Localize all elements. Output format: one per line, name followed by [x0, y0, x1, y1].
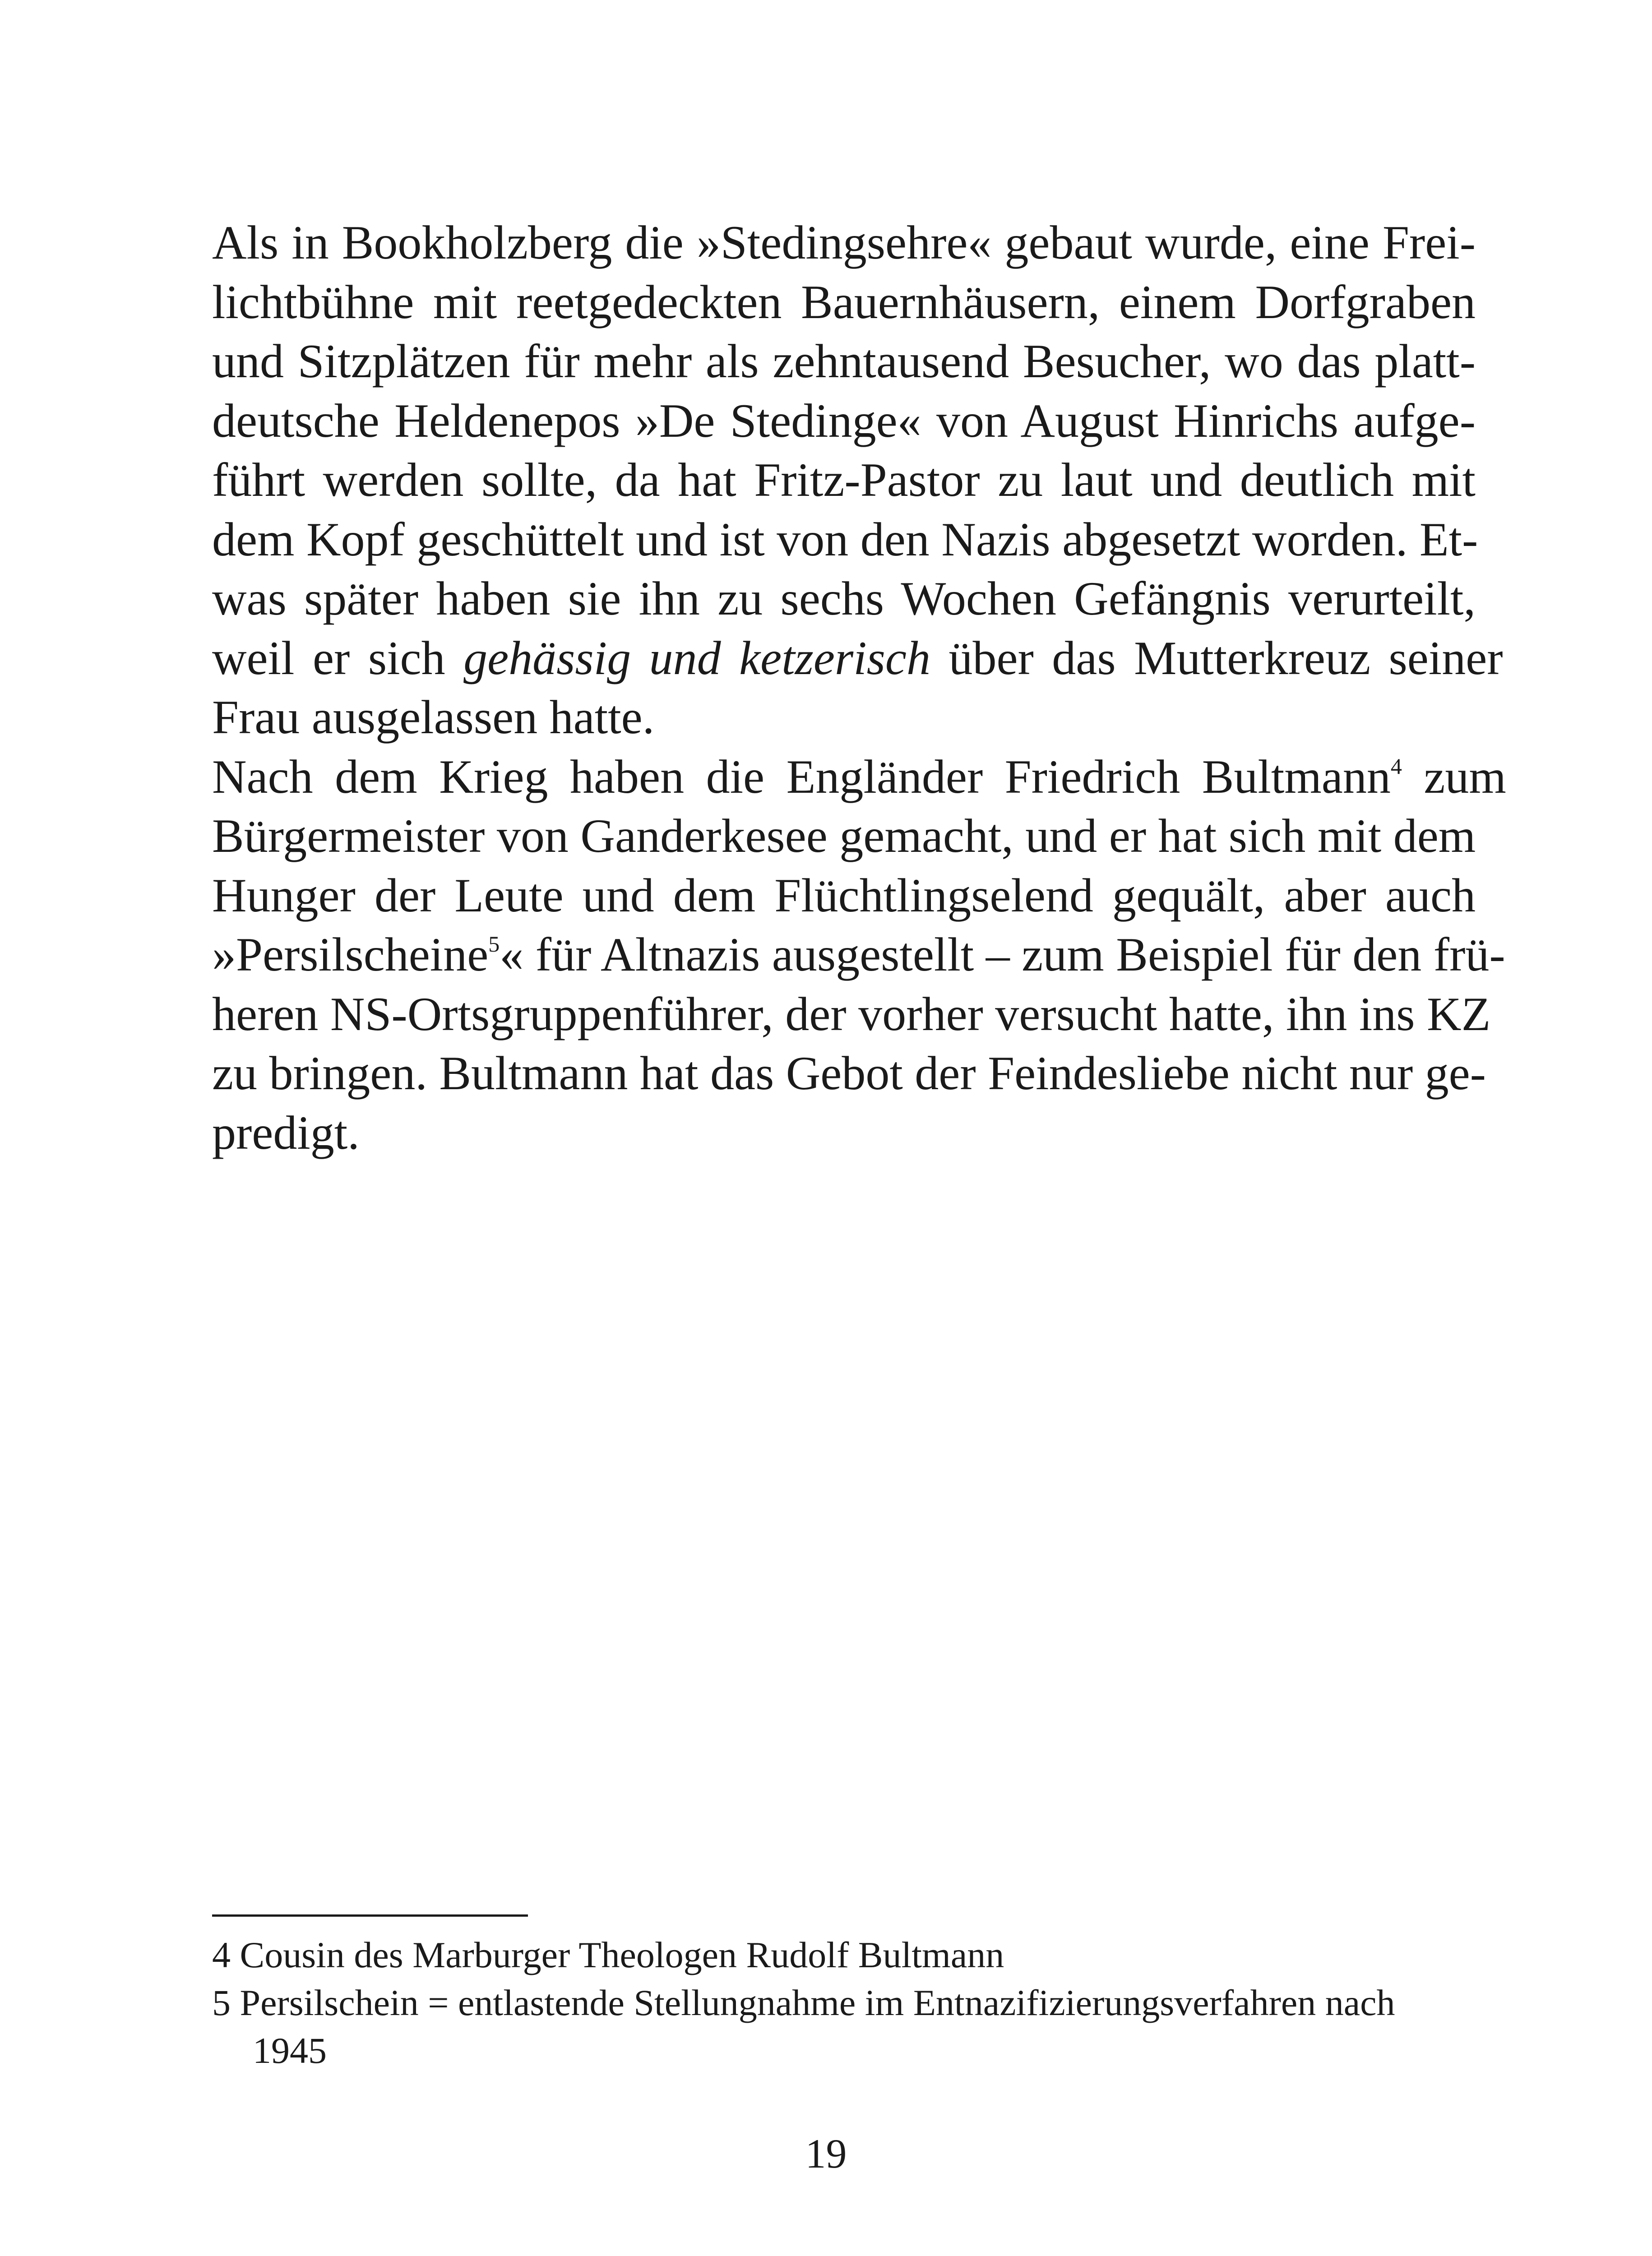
- page-number: 19: [805, 2131, 847, 2177]
- footnote-separator: [212, 1914, 528, 1917]
- text-line: Frau ausgelassen hatte.: [212, 691, 655, 744]
- text-segment: zum: [1402, 750, 1506, 803]
- text-line: zu bringen. Bultmann hat das Gebot der Feindesliebe nicht nur ge-: [212, 1047, 1486, 1100]
- text-line: Hunger der Leute und dem Flüchtlingselend gequält, aber auch: [212, 869, 1476, 922]
- text-line: Bürgermeister von Ganderkesee gemacht, und er hat sich mit dem: [212, 809, 1476, 862]
- text-line: was später haben sie ihn zu sechs Wochen Gefängnis verurteilt,: [212, 572, 1476, 625]
- footnote-ref-4[interactable]: 4: [1390, 753, 1402, 779]
- text-line: dem Kopf geschüttelt und ist von den Nazis abgesetzt worden. Et-: [212, 513, 1478, 566]
- text-line: [212, 629, 1503, 688]
- text-line: führt werden sollte, da hat Fritz-Pastor zu laut und deutlich mit: [212, 453, 1476, 506]
- footnote-5-continuation: 1945: [253, 2030, 327, 2071]
- text-line: deutsche Heldenepos »De Stedinge« von August Hinrichs aufge-: [212, 394, 1476, 447]
- text-line: und Sitzplätzen für mehr als zehntausend Besucher, wo das platt-: [212, 335, 1476, 388]
- main-text: [212, 213, 1506, 1162]
- text-line: [212, 925, 1505, 985]
- footnote-ref-5[interactable]: 5: [488, 931, 500, 957]
- text-line: Als in Bookholzberg die »Stedingsehre« gebaut wurde, eine Frei-: [212, 216, 1476, 269]
- text-segment: Nach dem Krieg haben die Engländer Friedrich Bultmann: [212, 750, 1391, 803]
- text-line: heren NS-Ortsgruppenführer, der vorher versucht hatte, ihn ins KZ: [212, 987, 1491, 1040]
- footnote-5: 5 Persilschein = entlastende Stellungnahme im Entnazifizierungsverfahren nach: [212, 1982, 1395, 2023]
- text-segment: über das Mutterkreuz seiner: [930, 631, 1503, 684]
- text-segment: »Persilscheine: [212, 928, 489, 981]
- text-line: [212, 747, 1506, 807]
- footnote-4: 4 Cousin des Marburger Theologen Rudolf Bultmann: [212, 1934, 1004, 1975]
- text-line: lichtbühne mit reetgedeckten Bauernhäusern, einem Dorfgraben: [212, 275, 1476, 328]
- text-segment: « für Altnazis ausgestellt – zum Beispiel für den frü-: [500, 928, 1505, 981]
- footnotes: [212, 1931, 1485, 2075]
- text-segment: weil er sich: [212, 631, 464, 684]
- text-line: predigt.: [212, 1106, 360, 1159]
- emphasized-phrase: gehässig und ketzerisch: [463, 631, 930, 684]
